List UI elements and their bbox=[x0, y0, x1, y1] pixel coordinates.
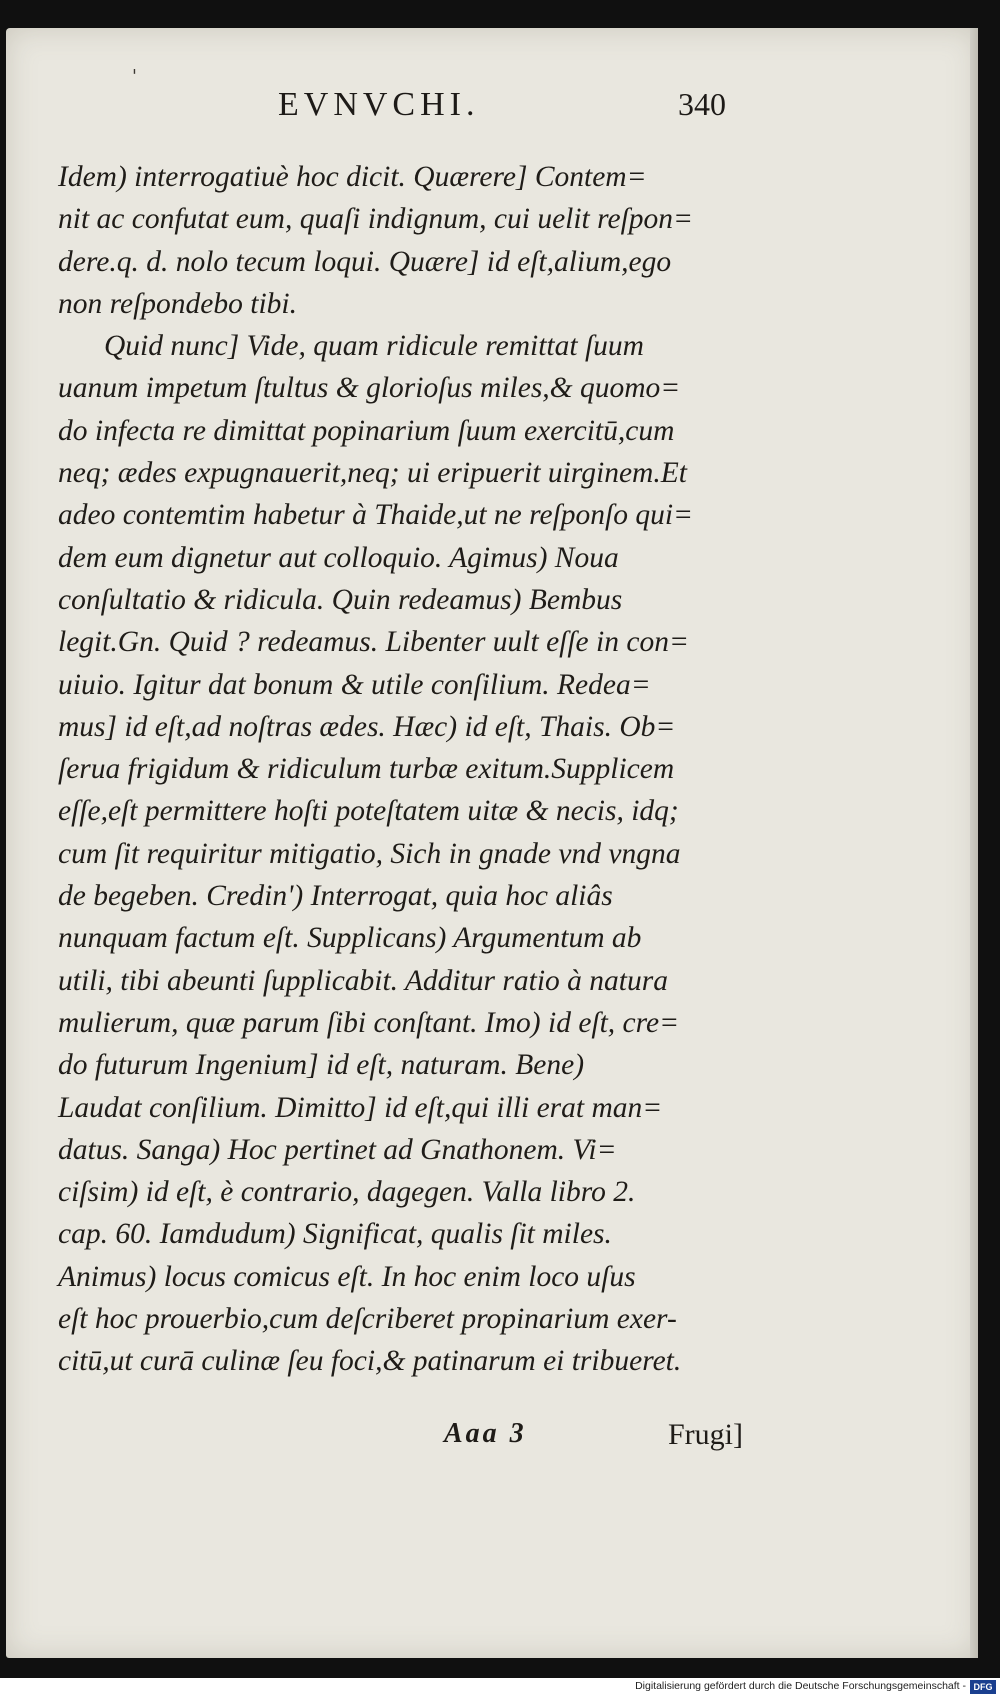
text-line: Laudat conſilium. Dimitto] id eſt,qui illi erat man= bbox=[58, 1091, 663, 1124]
text-line: ciſsim) id eſt, è contrario, dagegen. Valla libro 2. bbox=[58, 1176, 636, 1209]
text-line: Animus) locus comicus eſt. In hoc enim loco uſus bbox=[58, 1260, 636, 1293]
book-page bbox=[6, 28, 978, 1658]
page-header bbox=[6, 86, 978, 136]
text-line: mus] id eſt,ad noſtras ædes. Hæc) id eſt, Thais. Ob= bbox=[58, 710, 676, 743]
text-line: cap. 60. Iamdudum) Significat, qualis ſit miles. bbox=[58, 1218, 612, 1251]
text-line: do infecta re dimittat popinarium ſuum exercitū,cum bbox=[58, 414, 675, 447]
commentary-text bbox=[58, 156, 763, 1383]
text-line: legit.Gn. Quid ? redeamus. Libenter uult eſſe in con= bbox=[58, 626, 689, 659]
page-footer bbox=[6, 1418, 978, 1464]
text-line: neq; ædes expugnauerit,neq; ui eripuerit uirginem.Et bbox=[58, 457, 687, 490]
credit-text: Digitalisierung gefördert durch die Deutsche Forschungsgemeinschaft - bbox=[635, 1680, 966, 1692]
text-line: non reſpondebo tibi. bbox=[58, 287, 297, 320]
text-line: dere.q. d. nolo tecum loqui. Quære] id eſt,alium,ego bbox=[58, 245, 672, 278]
text-line: adeo contemtim habetur à Thaide,ut ne reſponſo qui= bbox=[58, 499, 693, 532]
text-line: mulierum, quæ parum ſibi conſtant. Imo) id eſt, cre= bbox=[58, 1006, 680, 1039]
text-line: eſſe,eſt permittere hoſti poteſtatem uitæ & necis, idq; bbox=[58, 795, 679, 828]
ink-mark: ' bbox=[132, 66, 137, 87]
text-line: cum ſit requiritur mitigatio, Sich in gnade vnd vngna bbox=[58, 837, 681, 870]
text-line: datus. Sanga) Hoc pertinet ad Gnathonem. Vi= bbox=[58, 1133, 617, 1166]
text-line: uanum impetum ſtultus & glorioſus miles,& quomo= bbox=[58, 372, 681, 405]
text-line: de begeben. Credin') Interrogat, quia hoc aliâs bbox=[58, 880, 613, 913]
text-line: utili, tibi abeunti ſupplicabit. Additur ratio à natura bbox=[58, 964, 668, 997]
page-edge bbox=[970, 28, 978, 1658]
text-line: do futurum Ingenium] id eſt, naturam. Bene) bbox=[58, 1049, 585, 1082]
catchword: Frugi] bbox=[668, 1418, 743, 1451]
signature-mark: Aaa 3 bbox=[444, 1418, 527, 1449]
dfg-logo-icon: DFG bbox=[970, 1680, 996, 1694]
page-number: 340 bbox=[678, 86, 726, 122]
text-line: nunquam factum eſt. Supplicans) Argumentum ab bbox=[58, 922, 642, 955]
text-line: eſt hoc prouerbio,cum deſcriberet propinarium exer- bbox=[58, 1303, 677, 1336]
text-line: Idem) interrogatiuè hoc dicit. Quærere] Contem= bbox=[58, 161, 647, 193]
text-line: citū,ut curā culinæ ſeu foci,& patinarum ei tribueret. bbox=[58, 1345, 682, 1378]
text-line: dem eum dignetur aut colloquio. Agimus) Noua bbox=[58, 541, 619, 574]
text-line: conſultatio & ridicula. Quin redeamus) Bembus bbox=[58, 583, 623, 616]
text-line: ſerua frigidum & ridiculum turbæ exitum.Supplicem bbox=[58, 753, 675, 786]
running-head: EVNVCHI. bbox=[278, 86, 480, 123]
text-line: uiuio. Igitur dat bonum & utile conſilium. Redea= bbox=[58, 668, 651, 701]
text-line: nit ac confutat eum, quaſi indignum, cui uelit reſpon= bbox=[58, 203, 693, 236]
text-line: Quid nunc] Vide, quam ridicule remittat ſuum bbox=[104, 330, 644, 363]
credit-bar bbox=[0, 1678, 1000, 1697]
